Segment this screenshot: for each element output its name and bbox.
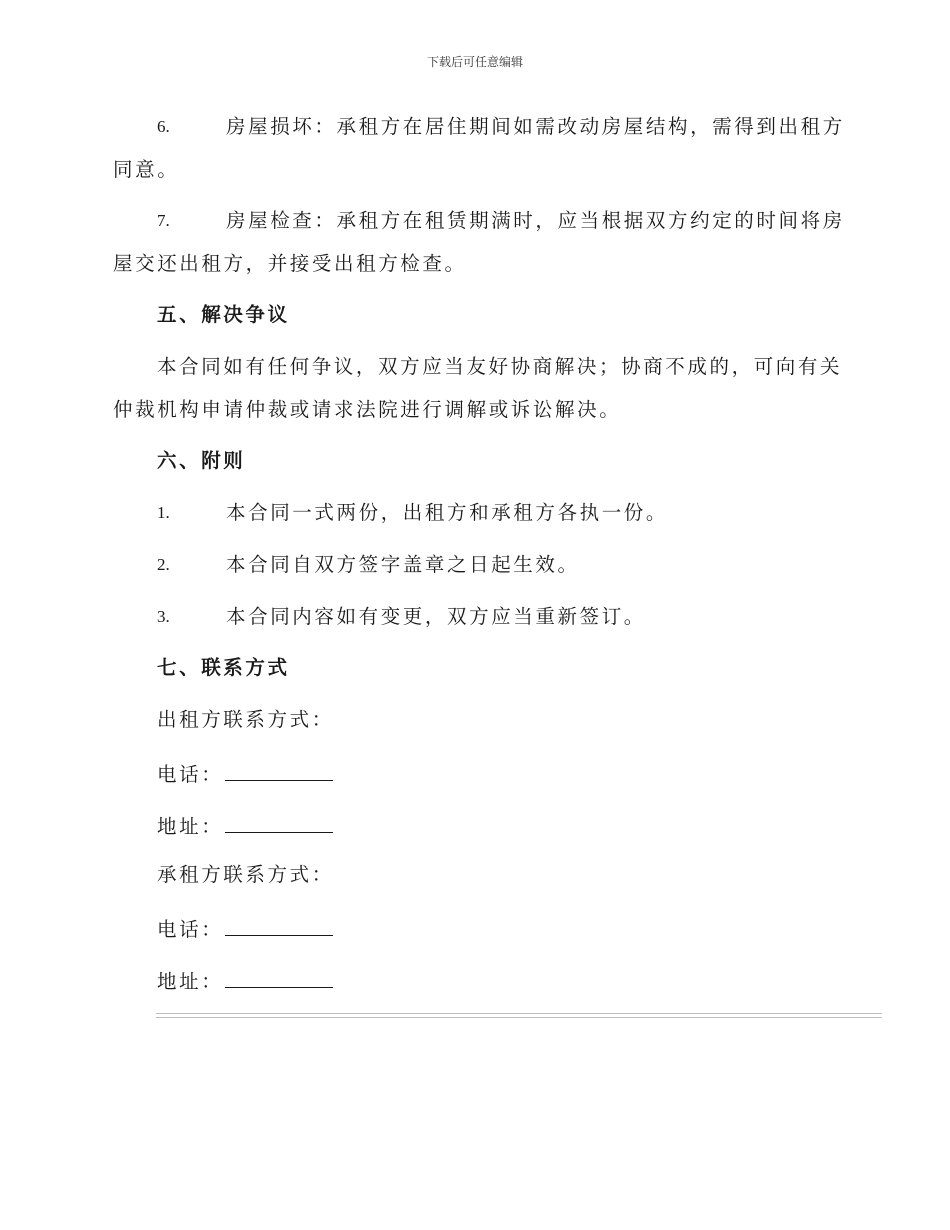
section-heading-contact: 七、联系方式 xyxy=(157,656,290,679)
lessor-address-blank xyxy=(225,814,333,833)
section-heading-appendix: 六、附则 xyxy=(157,449,246,472)
item-number: 3. xyxy=(157,607,170,626)
item-6-text-line2: 同意。 xyxy=(113,158,180,181)
item-number: 6. xyxy=(157,117,170,136)
lessor-phone-row xyxy=(157,762,333,785)
dispute-paragraph-line1: 本合同如有任何争议，双方应当友好协商解决；协商不成的，可向有关 xyxy=(157,355,843,378)
lessee-phone-row xyxy=(157,917,333,940)
lessor-phone-label: 电话： xyxy=(157,763,224,786)
page-divider xyxy=(156,1013,882,1018)
item-6-text-line1: 房屋损坏：承租方在居住期间如需改动房屋结构，需得到出租方 xyxy=(226,115,845,138)
item-number: 1. xyxy=(157,503,170,522)
appendix-item-3: 本合同内容如有变更，双方应当重新签订。 xyxy=(226,605,646,628)
appendix-item-1: 本合同一式两份，出租方和承租方各执一份。 xyxy=(226,501,669,524)
lessor-address-label: 地址： xyxy=(157,815,224,838)
item-number: 7. xyxy=(157,211,170,230)
item-number: 2. xyxy=(157,555,170,574)
item-7-text-line1: 房屋检查：承租方在租赁期满时，应当根据双方约定的时间将房 xyxy=(226,209,845,232)
lessee-address-row xyxy=(157,969,333,992)
lessee-phone-label: 电话： xyxy=(157,918,224,941)
appendix-item-2: 本合同自双方签字盖章之日起生效。 xyxy=(226,553,580,576)
dispute-paragraph-line2: 仲裁机构申请仲裁或请求法院进行调解或诉讼解决。 xyxy=(113,398,622,421)
lessor-contact-label: 出租方联系方式： xyxy=(157,708,334,731)
lessee-contact-label: 承租方联系方式： xyxy=(157,863,334,886)
lessor-address-row xyxy=(157,814,333,837)
lessee-phone-blank xyxy=(225,917,333,936)
item-7-text-line2: 屋交还出租方，并接受出租方检查。 xyxy=(113,252,467,275)
lessor-phone-blank xyxy=(225,762,333,781)
section-heading-dispute: 五、解决争议 xyxy=(157,303,290,326)
page-header: 下载后可任意编辑 xyxy=(426,55,523,69)
lessee-address-blank xyxy=(225,969,333,988)
lessee-address-label: 地址： xyxy=(157,970,224,993)
